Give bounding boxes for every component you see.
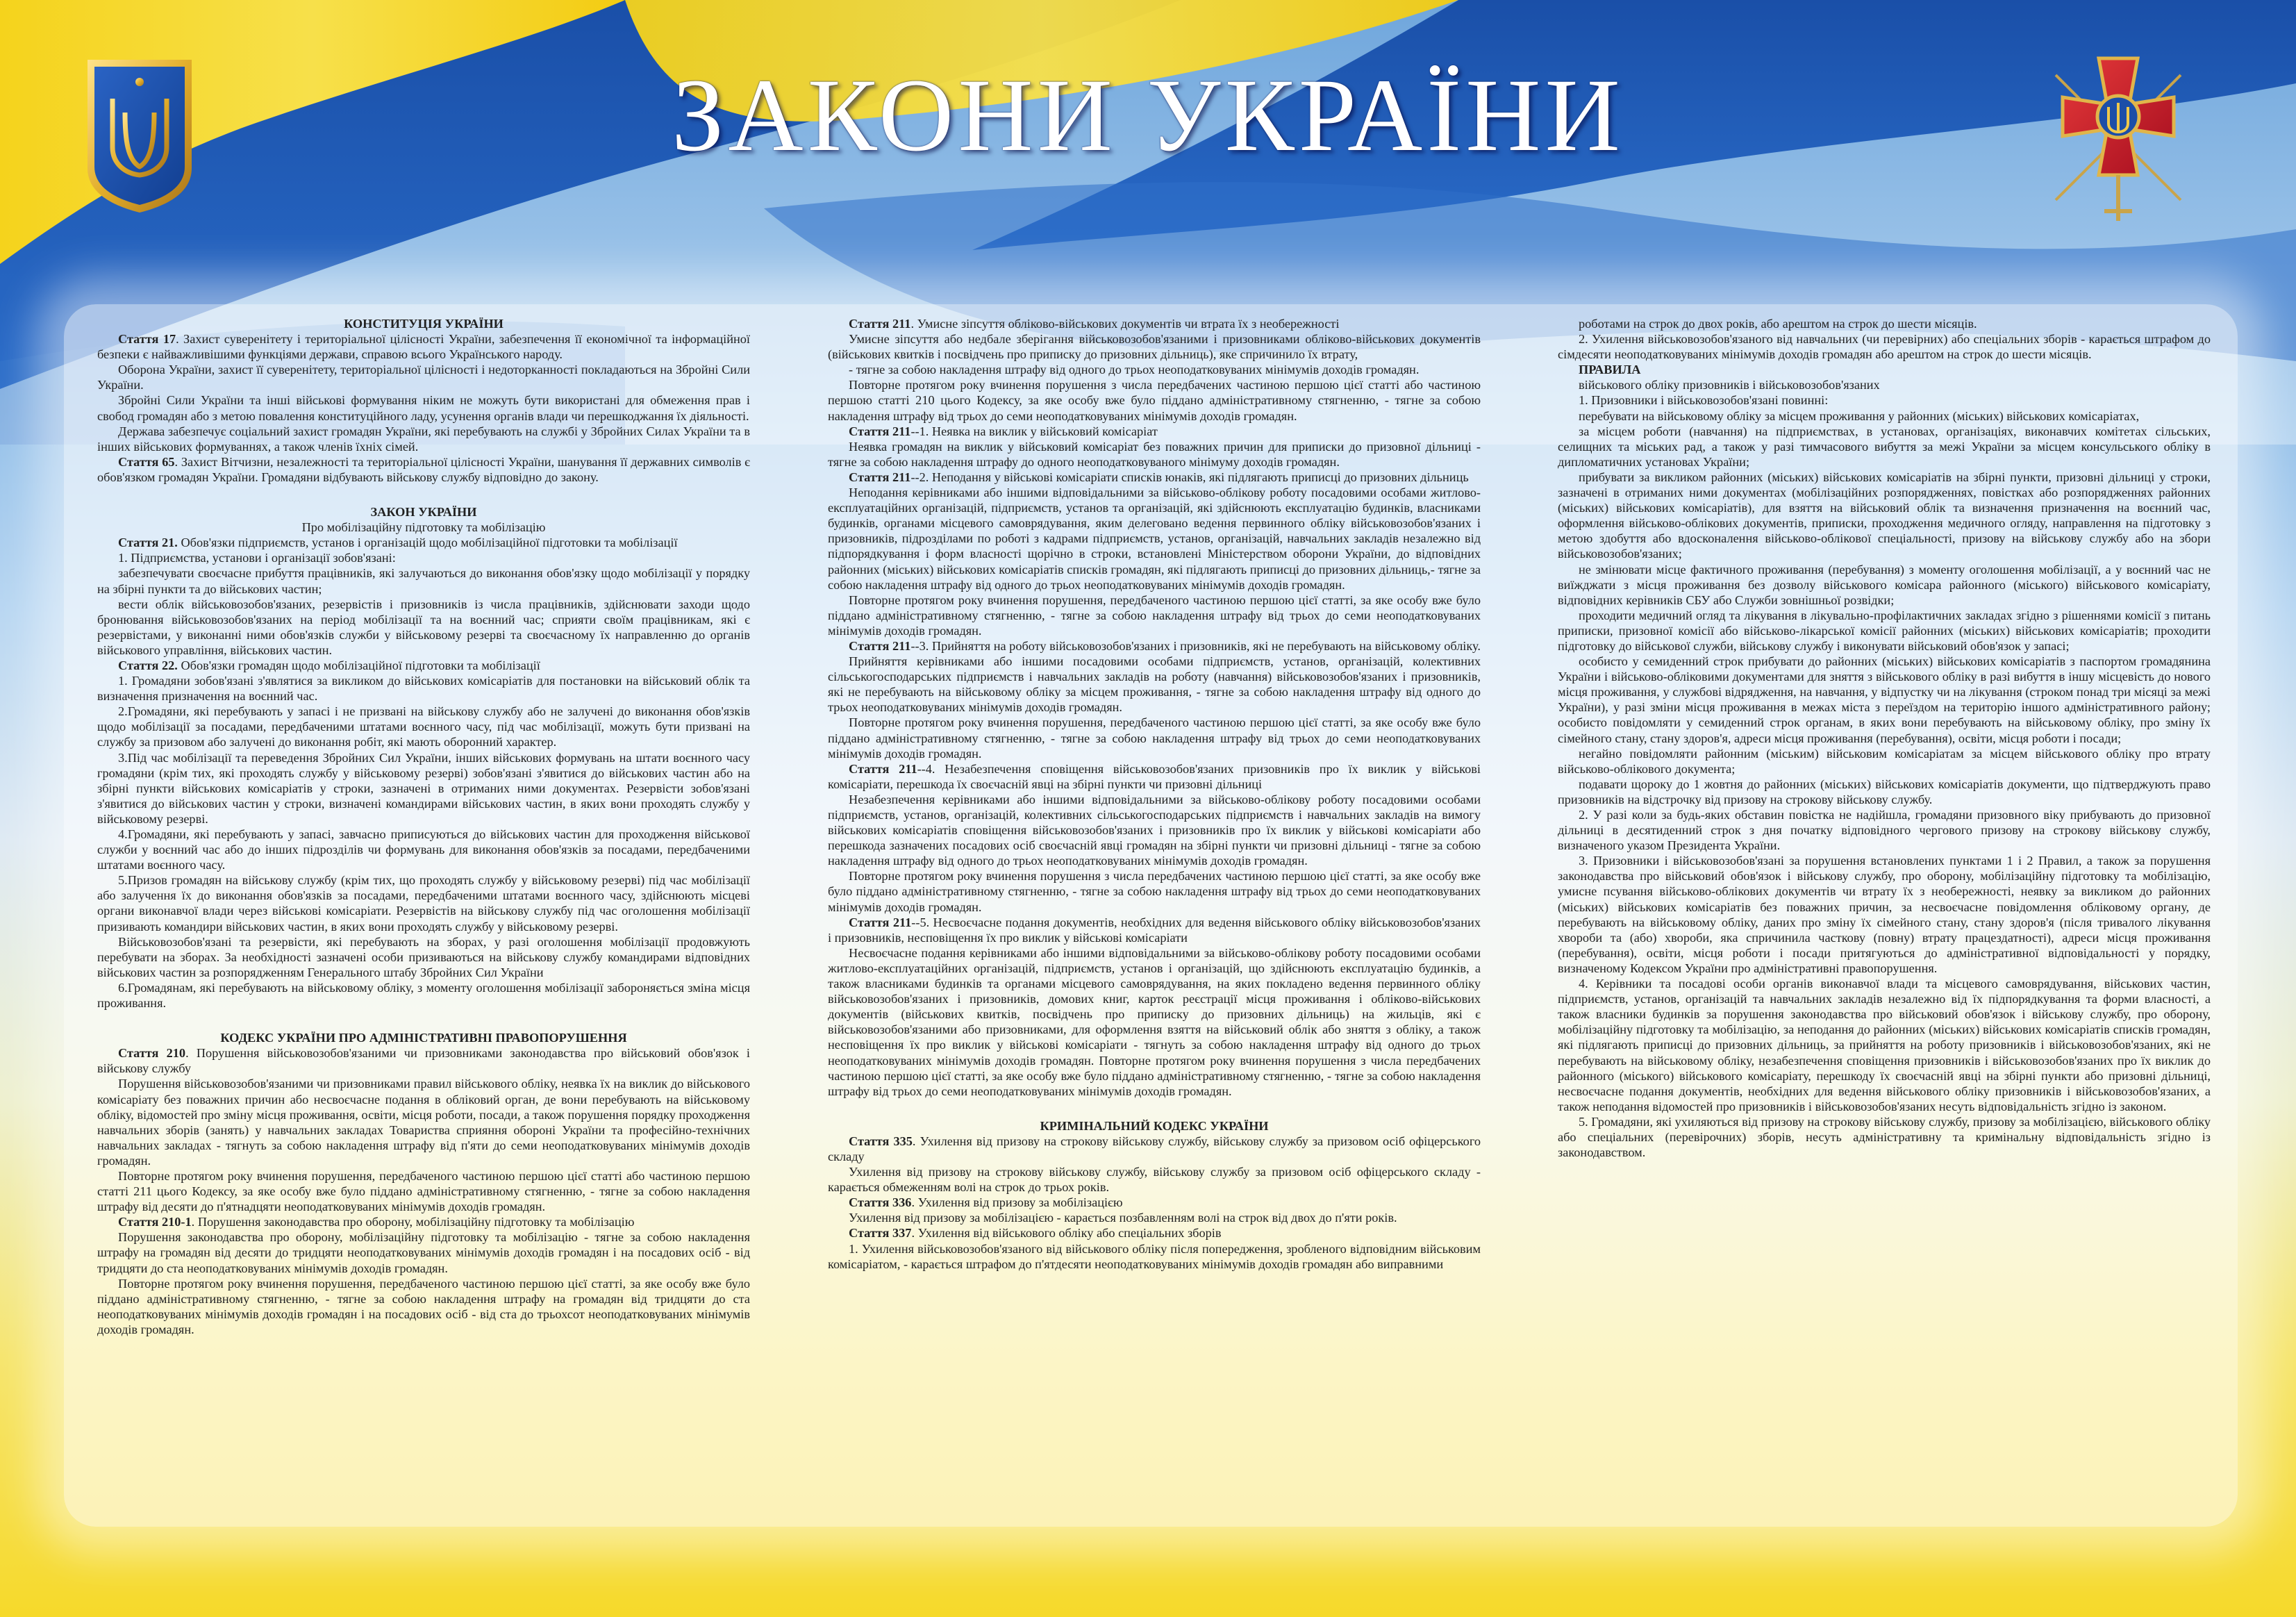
article-paragraph — [97, 454, 750, 485]
paragraph: Незабезпечення керівниками або іншими відповідальними за військово-облікову роботу посадовими особами підприємств, установ, організацій, колективних сільськогосподарських підприємств і навчальних закладів на вимогу військових комісаріатів сповіщення військовозобов'язаних і призовників про їх виклик у військові комісаріати або перешкода зазначених посадових осіб своєчасній явці громадян на збірні пункти чи призовні дільниці - тягне за собою накладення штрафу від одного до трьох неоподатковуваних мінімумів доходів громадян. — [828, 792, 1481, 868]
paragraph: роботами на строк до двох років, або арештом на строк до шести місяців. — [1579, 317, 1977, 331]
paragraph: Повторне протягом року вчинення порушення, передбаченого частиною першою цієї статті, за яке особу вже було піддано адміністративному стягненню, - тягне за собою накладення штрафу на громадян від тридцяти до ста неоподатковуваних мінімумів доходів громадян і на посадових осіб - від ста до трьохсот неоподатковуваних мінімумів доходів громадян. — [97, 1276, 750, 1336]
article-text: . Ухилення від призову за мобілізацією — [911, 1195, 1123, 1210]
paragraph: Держава забезпечує соціальний захист громадян України, які перебувають на службі у Збройних Силах України та в інших військових формуваннях, а також членів їхніх сімей. — [97, 424, 750, 454]
article-paragraph — [97, 658, 750, 673]
article-text: --3. Прийняття на роботу військовозобов'язаних і призовників, які не перебувають на військовому обліку. — [910, 638, 1481, 653]
article-text: --4. Незабезпечення сповіщення військовозобов'язаних призовників про їх виклик у військові комісаріати, перешкода їх своєчасній явці на збірні пункти чи призовні дільниці — [828, 761, 1481, 791]
rules-heading-text: ПРАВИЛА — [1579, 363, 1641, 377]
article-label: Стаття 211 — [849, 424, 911, 438]
paragraph: не змінювати місце фактичного проживання (перебування) з моменту оголошення мобілізації, а у воєнний час не виїжджати з місця проживання без дозволу військового комісара районного (міського) військового комісаріату, відповідних керівників СБУ або Служби зовнішньої розвідки; — [1558, 562, 2211, 607]
paragraph: 4.Громадяни, які перебувають у запасі, завчасно приписуються до військових частин для проходження військової служби у воєнний час або до інших підрозділів чи формувань для виконання обов'язків за посадами, передбаченими штатами воєнного часу. — [97, 827, 750, 872]
article-label: Стаття 17 — [118, 332, 176, 347]
article-text: Обов'язки підприємств, установ і організацій щодо мобілізаційної підготовки та мобілізації — [177, 536, 678, 550]
paragraph: Повторне протягом року вчинення порушення, передбаченого частиною першою цієї статті, за яке особу вже було піддано адміністративному стягненню, - тягне за собою накладення штрафу від трьох до семи неоподатковуваних мінімумів доходів громадян. — [828, 592, 1481, 638]
paragraph: Ухилення від призову на строкову військову службу, військову службу за призовом осіб офіцерського складу - карається обмеженням волі на строк до трьох років. — [828, 1165, 1481, 1195]
paragraph: Порушення законодавства про оборону, мобілізаційну підготовку та мобілізацію - тягне за собою накладення штрафу на громадян від десяти до тридцяти неоподатковуваних мінімумів доходів громадян і на посадових осіб - від тридцяти до ста неоподатковуваних мінімумів доходів громадян. — [97, 1230, 750, 1275]
article-label: Стаття 335 — [849, 1134, 913, 1148]
section-subtitle: Про мобілізаційну підготовку та мобілізацію — [301, 520, 546, 535]
column-1 — [97, 316, 750, 1337]
article-label: Стаття 211 — [849, 761, 917, 776]
article-label: Стаття 210 — [118, 1046, 186, 1061]
paragraph: подавати щороку до 1 жовтня до районних (міських) військових комісаріатів документи, що підтверджують право призовників на відстрочку від призову на строкову військову службу. — [1558, 777, 2211, 806]
paragraph: Порушення військовозобов'язаними чи призовниками правил військового обліку, неявка їх на виклик до військового комісаріату без поважних причин або несвоєчасне подання в обліковий орган, де вони перебувають на військовому обліку, відомостей про зміну місця проживання, освіти, місця роботи, посади, а також порушення порядку проходження навчальних зборів (занять) у навчальних закладах Товариства сприяння обороні України та професійно-технічних навчальних закладах - тягнуть за собою накладення штрафу від п'яти до семи неоподатковуваних мінімумів доходів громадян. — [97, 1077, 750, 1168]
article-paragraph — [828, 761, 1481, 792]
paragraph: Умисне зіпсуття або недбале зберігання військовозобов'язаними і призовниками обліково-військових документів (військових квитків і посвідчень про приписку до призовних дільниць), яке спричинило їх втрату, — [828, 332, 1481, 362]
paragraph: 3.Під час мобілізації та переведення Збройних Сил України, інших військових формувань на штати воєнного часу громадяни (крім тих, які проходять службу у військовому резерві) зобов'язані з'явитися до військових частин або на збірні пункти військових комісаріатів у строки, зазначені в отриманих ними документах. Резервісти зобов'язані з'явитися до військових частин у строки, визначені командирами військових частин, в яких вони проходять службу у військовому резерві. — [97, 750, 750, 826]
article-label: Стаття 22. — [118, 658, 178, 672]
article-paragraph — [828, 915, 1481, 945]
article-label: Стаття 211 — [849, 915, 912, 929]
article-text: --1. Неявка на виклик у військовий комісаріат — [910, 424, 1158, 438]
paragraph: Повторне протягом року вчинення порушення з числа передбачених частиною першою цієї статті, за яке особу вже було піддано адміністративному стягненню, - тягне за собою накладення штрафу від трьох до семи неоподатковуваних мінімумів доходів громадян. — [828, 869, 1481, 914]
article-text: . Порушення законодавства про оборону, мобілізаційну підготовку та мобілізацію — [191, 1215, 635, 1229]
article-paragraph — [828, 1225, 1481, 1241]
article-text: Обов'язки громадян щодо мобілізаційної підготовки та мобілізації — [177, 658, 540, 672]
paragraph: Військовозобов'язані та резервісти, які перебувають на зборах, у разі оголошення мобілізації продовжують перебувати на зборах. За необхідності зазначені особи призиваються на військову службу командирами відповідних військових частин за розпорядженням Генерального штабу Збройних Сил України — [97, 934, 750, 979]
article-text: . Порушення військовозобов'язаними чи призовниками законодавства про військовий обов'язок і військову службу — [97, 1046, 751, 1076]
article-text: . Захист суверенітету і територіальної цілісності України, забезпечення її економічної та інформаційної безпеки є найважливішими функціями держави, справою всього Українського народу. — [97, 332, 751, 362]
article-text: . Умисне зіпсуття обліково-військових документів чи втрата їх з необережності — [910, 317, 1340, 331]
paragraph: Оборона України, захист її суверенітету, територіальної цілісності і недоторканності покладаються на Збройні Сили України. — [97, 363, 750, 392]
article-text: --5. Несвоєчасне подання документів, необхідних для ведення військового обліку військовозобов'язаних і призовників, несповіщення їх про виклик у військові комісаріати — [828, 915, 1481, 945]
paragraph: прибувати за викликом районних (міських) військових комісаріатів на збірні пункти, призовні дільниці у строки, зазначені в отриманих ними документах (мобілізаційних розпорядженнях, повістках або розпорядженнях районних (міських) військових комісаріатів), для взяття на військовий облік та визначення призначення на воєнний час, оформлення військово-облікових документів, приписки, проходження медичного огляду, направлення на підготовку з метою здобуття або вдосконалення військово-облікової спеціальності, призову на військову службу або на збори військовозобов'язаних; — [1558, 470, 2211, 561]
article-label: Стаття 211 — [849, 470, 911, 484]
paragraph: негайно повідомляти районним (міським) військовим комісаріатам за місцем військового обліку про втрату військово-облікового документа; — [1558, 746, 2211, 776]
article-label: Стаття 211 — [849, 638, 911, 653]
paragraph: Повторне протягом року вчинення порушення, передбаченого частиною першою цієї статті, за яке особу вже було піддано адміністративному стягненню, - тягне за собою накладення штрафу від трьох до семи неоподатковуваних мінімумів доходів громадян. — [828, 715, 1481, 761]
paragraph: Повторне протягом року вчинення порушення з числа передбачених частиною першою цієї статті або частиною першою статті 210 цього Кодексу, за яке особу вже було піддано адміністративному стягненню, - тягне за собою накладення штрафу від трьох до семи неоподатковуваних мінімумів доходів громадян. — [828, 378, 1481, 423]
section-heading: ЗАКОН УКРАЇНИ — [370, 505, 477, 520]
paragraph: перебувати на військовому обліку за місцем проживання у районних (міських) військових комісаріатах, — [1579, 408, 2140, 423]
paragraph: військового обліку призовників і військовозобов'язаних — [1579, 378, 1880, 392]
article-paragraph — [97, 1045, 750, 1076]
section-heading: КОНСТИТУЦІЯ УКРАЇНИ — [344, 317, 504, 331]
article-label: Стаття 21. — [118, 536, 178, 550]
article-text: . Захист Вітчизни, незалежності та територіальної цілісності України, шанування її державних символів є обов'язком громадян України. Громадяни відбувають військову службу відповідно до закону. — [97, 454, 751, 484]
article-paragraph — [828, 316, 1481, 331]
article-label: Стаття 336 — [849, 1195, 912, 1210]
paragraph: забезпечувати своєчасне прибуття працівників, які залучаються до виконання обов'язку щодо мобілізації у порядку на збірні пункти та до військових частин; — [97, 566, 750, 596]
paragraph: 2. Ухилення військовозобов'язаного від навчальних (чи перевірних) або спеціальних зборів - карається штрафом до сімдесяти неоподатковуваних мінімумів доходів громадян або арештом на строк до шести місяців. — [1558, 332, 2211, 362]
article-paragraph — [97, 331, 750, 362]
paragraph: 1. Підприємства, установи і організації зобов'язані: — [118, 551, 396, 565]
paragraph: 1. Ухилення військовозобов'язаного від військового обліку після попередження, зробленого відповідним військовим комісаріатом, - карається штрафом до п'ятдесяти неоподатковуваних мінімумів доходів громадян або виправними — [828, 1241, 1481, 1271]
column-2 — [828, 316, 1481, 1272]
paragraph: проходити медичний огляд та лікування в лікувально-профілактичних закладах згідно з рішеннями комісії з питань приписки, призовної комісії або військово-лікарської комісії районних (міських) військових комісаріатів; проходити підготовку до військової служби, військову службу і виконувати військовий обов'язок у запасі; — [1558, 608, 2211, 653]
article-paragraph — [828, 424, 1481, 439]
paragraph: 2. У разі коли за будь-яких обставин повістка не надійшла, громадяни призовного віку прибувають до призовної дільниці в десятиденний строк з дня початку відповідного чергового призову на строкову військову службу, визначеного указом Президента України. — [1558, 808, 2211, 853]
article-text: --2. Неподання у військові комісаріати списків юнаків, які підлягають приписці до призовних дільниць — [910, 470, 1469, 484]
paragraph: 4. Керівники та посадові особи органів виконавчої влади та місцевого самоврядування, військових частин, підприємств, установ, організацій та навчальних закладів незалежно від їх підпорядкування та форми власності, а також власники будинків за порушення законодавства про військовий обов'язок і військову службу, про оборону, мобілізаційну підготовку та мобілізацію, за неподання до районних (міських) військових комісаріатів списків громадян, які підлягають приписці до призовних дільниць, за прийняття на роботу призовників і військовозобов'язаних, які не перебувають на військовому обліку, незабезпечення сповіщення призовників і військовозобов'язаних про їх виклик до районного (міського) військового комісаріату, перешкоду їх своєчасній явці на збірні пункти або призовні дільниці, несвоєчасне подання документів, необхідних для ведення військового обліку призовників і військовозобов'язаних, а також неподання відомостей про призовників і військовозобов'язаних несуть відповідальність згідно із законом. — [1558, 977, 2211, 1113]
paragraph: 3. Призовники і військовозобов'язані за порушення встановлених пунктами 1 і 2 Правил, а також за порушення законодавства про військовий обов'язок і військову службу, про оборону, мобілізаційну підготовку та мобілізацію, умисне псування військово-облікових документів чи втрату їх з необережності, неявку за викликом до районних (міських) військових комісаріатів без поважних причин, за несвоєчасне повідомлення обліковому органу, де перебувають на військовому обліку, даних про зміну їх сімейного стану, стану здоров'я (після тривалого лікування хвороби та (або) хвороби, яка спричинила часткову (повну) втрату працездатності), адреси місця проживання (перебування), освіти, місця роботи і посади притягуються до адміністративної відповідальності у порядку, визначеному Кодексом України про адміністративні правопорушення. — [1558, 854, 2211, 975]
paragraph: Ухилення від призову за мобілізацією - карається позбавленням волі на строк від двох до п'яти років. — [849, 1211, 1397, 1225]
paragraph: Повторне протягом року вчинення порушення, передбаченого частиною першою цієї статті або частиною першою статті 211 цього Кодексу, за яке особу вже було піддано адміністративному стягненню, - тягне за собою накладення штрафу від десяти до п'ятнадцяти неоподатковуваних мінімумів доходів громадян. — [97, 1168, 750, 1214]
paragraph: 5.Призов громадян на військову службу (крім тих, що проходять службу у військовому резерві) під час мобілізації або залучення їх до виконання обов'язків за посадами, передбаченими штатами воєнного часу, здійснюють місцеві органи виконавчої влади через військові комісаріати. Резервістів на військову службу під час оголошення мобілізації призивають командири військових частин, в яких вони проходять службу у військовому резерві. — [97, 873, 750, 934]
page-title: ЗАКОНИ УКРАЇНИ — [672, 58, 1624, 173]
paragraph: Збройні Сили України та інші військові формування ніким не можуть бути використані для обмеження прав і свобод громадян або з метою повалення конституційного ладу, усунення органів влади чи перешкоджання їх діяльності. — [97, 393, 750, 423]
article-paragraph — [97, 535, 750, 550]
section-heading: КОДЕКС УКРАЇНИ ПРО АДМІНІСТРАТИВНІ ПРАВОПОРУШЕННЯ — [220, 1031, 627, 1045]
paragraph: особисто у семиденний строк прибувати до районних (міських) військових комісаріатів з паспортом громадянина України і військово-обліковими документами для зняття з військового обліку в разі вибуття в іншу місцевість до нового місця проживання, у службові відрядження, на навчання, у відпустку чи на лікування (строком понад три місяці за межі України), у разі зміни місця проживання в межах міста з переїздом на територію іншого адміністративного району; особисто повідомляти у семиденний строк органам, в яких вони перебувають на військовому обліку, про зміну їх сімейного стану, стану здоров'я, адреси місця проживання (перебування), освіти, місця роботи і посади; — [1558, 654, 2211, 745]
paragraph: 1. Призовники і військовозобов'язані повинні: — [1579, 393, 1829, 408]
paragraph: за місцем роботи (навчання) на підприємствах, в установах, організаціях, виконавчих комітетах сільських, селищних та міських рад, а також у разі тимчасового вибуття за межі України за місцем консульського обліку в дипломатичних установах України; — [1558, 424, 2211, 469]
article-paragraph — [828, 470, 1481, 485]
article-text: . Ухилення від призову на строкову військову службу, військову службу за призовом осіб офіцерського складу — [828, 1134, 1481, 1163]
section-heading: КРИМІНАЛЬНИЙ КОДЕКС УКРАЇНИ — [1040, 1118, 1269, 1133]
article-label: Стаття 337 — [849, 1226, 912, 1241]
article-text: . Ухилення від військового обліку або спеціальних зборів — [911, 1226, 1222, 1241]
rules-heading — [1558, 362, 2211, 377]
paragraph: Прийняття керівниками або іншими посадовими особами підприємств, установ, організацій, колективних сільськогосподарських підприємств і навчальних закладів на роботу (навчання) військовозобов'язаних і призовників, які не перебувають на військовому обліку за місцем проживання, - тягне за собою накладення штрафу від одного до трьох неоподатковуваних мінімумів доходів громадян. — [828, 654, 1481, 715]
article-label: Стаття 211 — [849, 317, 911, 331]
paragraph: Несвоєчасне подання керівниками або іншими відповідальними за військово-облікову роботу посадовими особами житлово-експлуатаційних організацій, підприємств, установ і організацій, що здійснюють експлуатацію будинків, а також власниками будинків та органами місцевого самоврядування, на яких покладено ведення первинного обліку військовозобов'язаних і призовників, домових книг, карток реєстрації місця проживання і обліково-військових документів (військових квитків, посвідчень про приписку до призовних дільниць) на жильців, які є військовозобов'язаними або призовниками, для оформлення взяття на військовий облік або зняття з обліку, а також несповіщення їх про виклик у військові комісаріати - тягнуть за собою накладення штрафу від одного до трьох неоподатковуваних мінімумів доходів громадян. Повторне протягом року вчинення порушення з числа передбачених частиною першою цієї статті, за яке особу вже було піддано адміністративному стягненню, - тягне за собою накладення штрафу від трьох до семи неоподатковуваних мінімумів доходів громадян. — [828, 945, 1481, 1098]
paragraph: Неявка громадян на виклик у військовий комісаріат без поважних причин для приписки до призовної дільниці - тягне за собою накладення штрафу до одного неоподатковуваного мінімуму доходів громадян. — [828, 439, 1481, 469]
paragraph: 2.Громадяни, які перебувають у запасі і не призвані на військову службу або не залучені до виконання обов'язків щодо мобілізації за посадами, передбаченими штатами воєнного часу, під час мобілізації, можуть бути призвані на службу за призовом або залучені до виконання робіт, які мають оборонний характер. — [97, 704, 750, 749]
column-3 — [1558, 316, 2211, 1160]
article-label: Стаття 210-1 — [118, 1215, 192, 1229]
paragraph: - тягне за собою накладення штрафу від одного до трьох неоподатковуваних мінімумів доходів громадян. — [849, 363, 1420, 377]
article-paragraph — [97, 1214, 750, 1229]
paragraph: вести облік військовозобов'язаних, резервістів і призовників із числа працівників, здійснювати заходи щодо бронювання військовозобов'язаних на період мобілізації та на воєнний час; сприяти своїм працівникам, які є резервістами, у виконанні ними обов'язків служби у військовому резерві та своєчасному їх направленню до органів військового управління, військових частин. — [97, 597, 750, 657]
paragraph: 6.Громадянам, які перебувають на військовому обліку, з моменту оголошення мобілізації забороняється зміна місця проживання. — [97, 980, 750, 1011]
article-paragraph — [828, 1134, 1481, 1164]
article-paragraph — [828, 1195, 1481, 1210]
paragraph: 5. Громадяни, які ухиляються від призову на строкову військову службу, призову за мобілізацією, військового обліку або спеціальних (перевірочних) зборів, несуть адміністративну та кримінальну відповідальність згідно із законодавством. — [1558, 1114, 2211, 1160]
paragraph: 1. Громадяни зобов'язані з'являтися за викликом до військових комісаріатів для постановки на військовий облік та визначення призначення на воєнний час. — [97, 674, 750, 704]
paragraph: Неподання керівниками або іншими відповідальними за військово-облікову роботу посадовими особами житлово-експлуатаційних організацій, підприємств, установ та організацій, які здійснюють експлуатацію будинків, власниками будинків, органами місцевого самоврядування, яким делеговано ведення первинного обліку військовозобов'язаних і призовників, підрозділами по роботі з кадрами підприємств, установ, організацій, навчальних закладів незалежно від підпорядкування і форм власності щорічно в строки, встановлені Міністерством оборони України, до відповідних районних (міських) військових комісаріатів списків громадян, які підлягають приписці до призовних дільниць,- тягне за собою накладення штрафу від одного до трьох неоподатковуваних мінімумів доходів громадян. — [828, 486, 1481, 592]
article-paragraph — [828, 638, 1481, 654]
article-label: Стаття 65 — [118, 454, 175, 469]
